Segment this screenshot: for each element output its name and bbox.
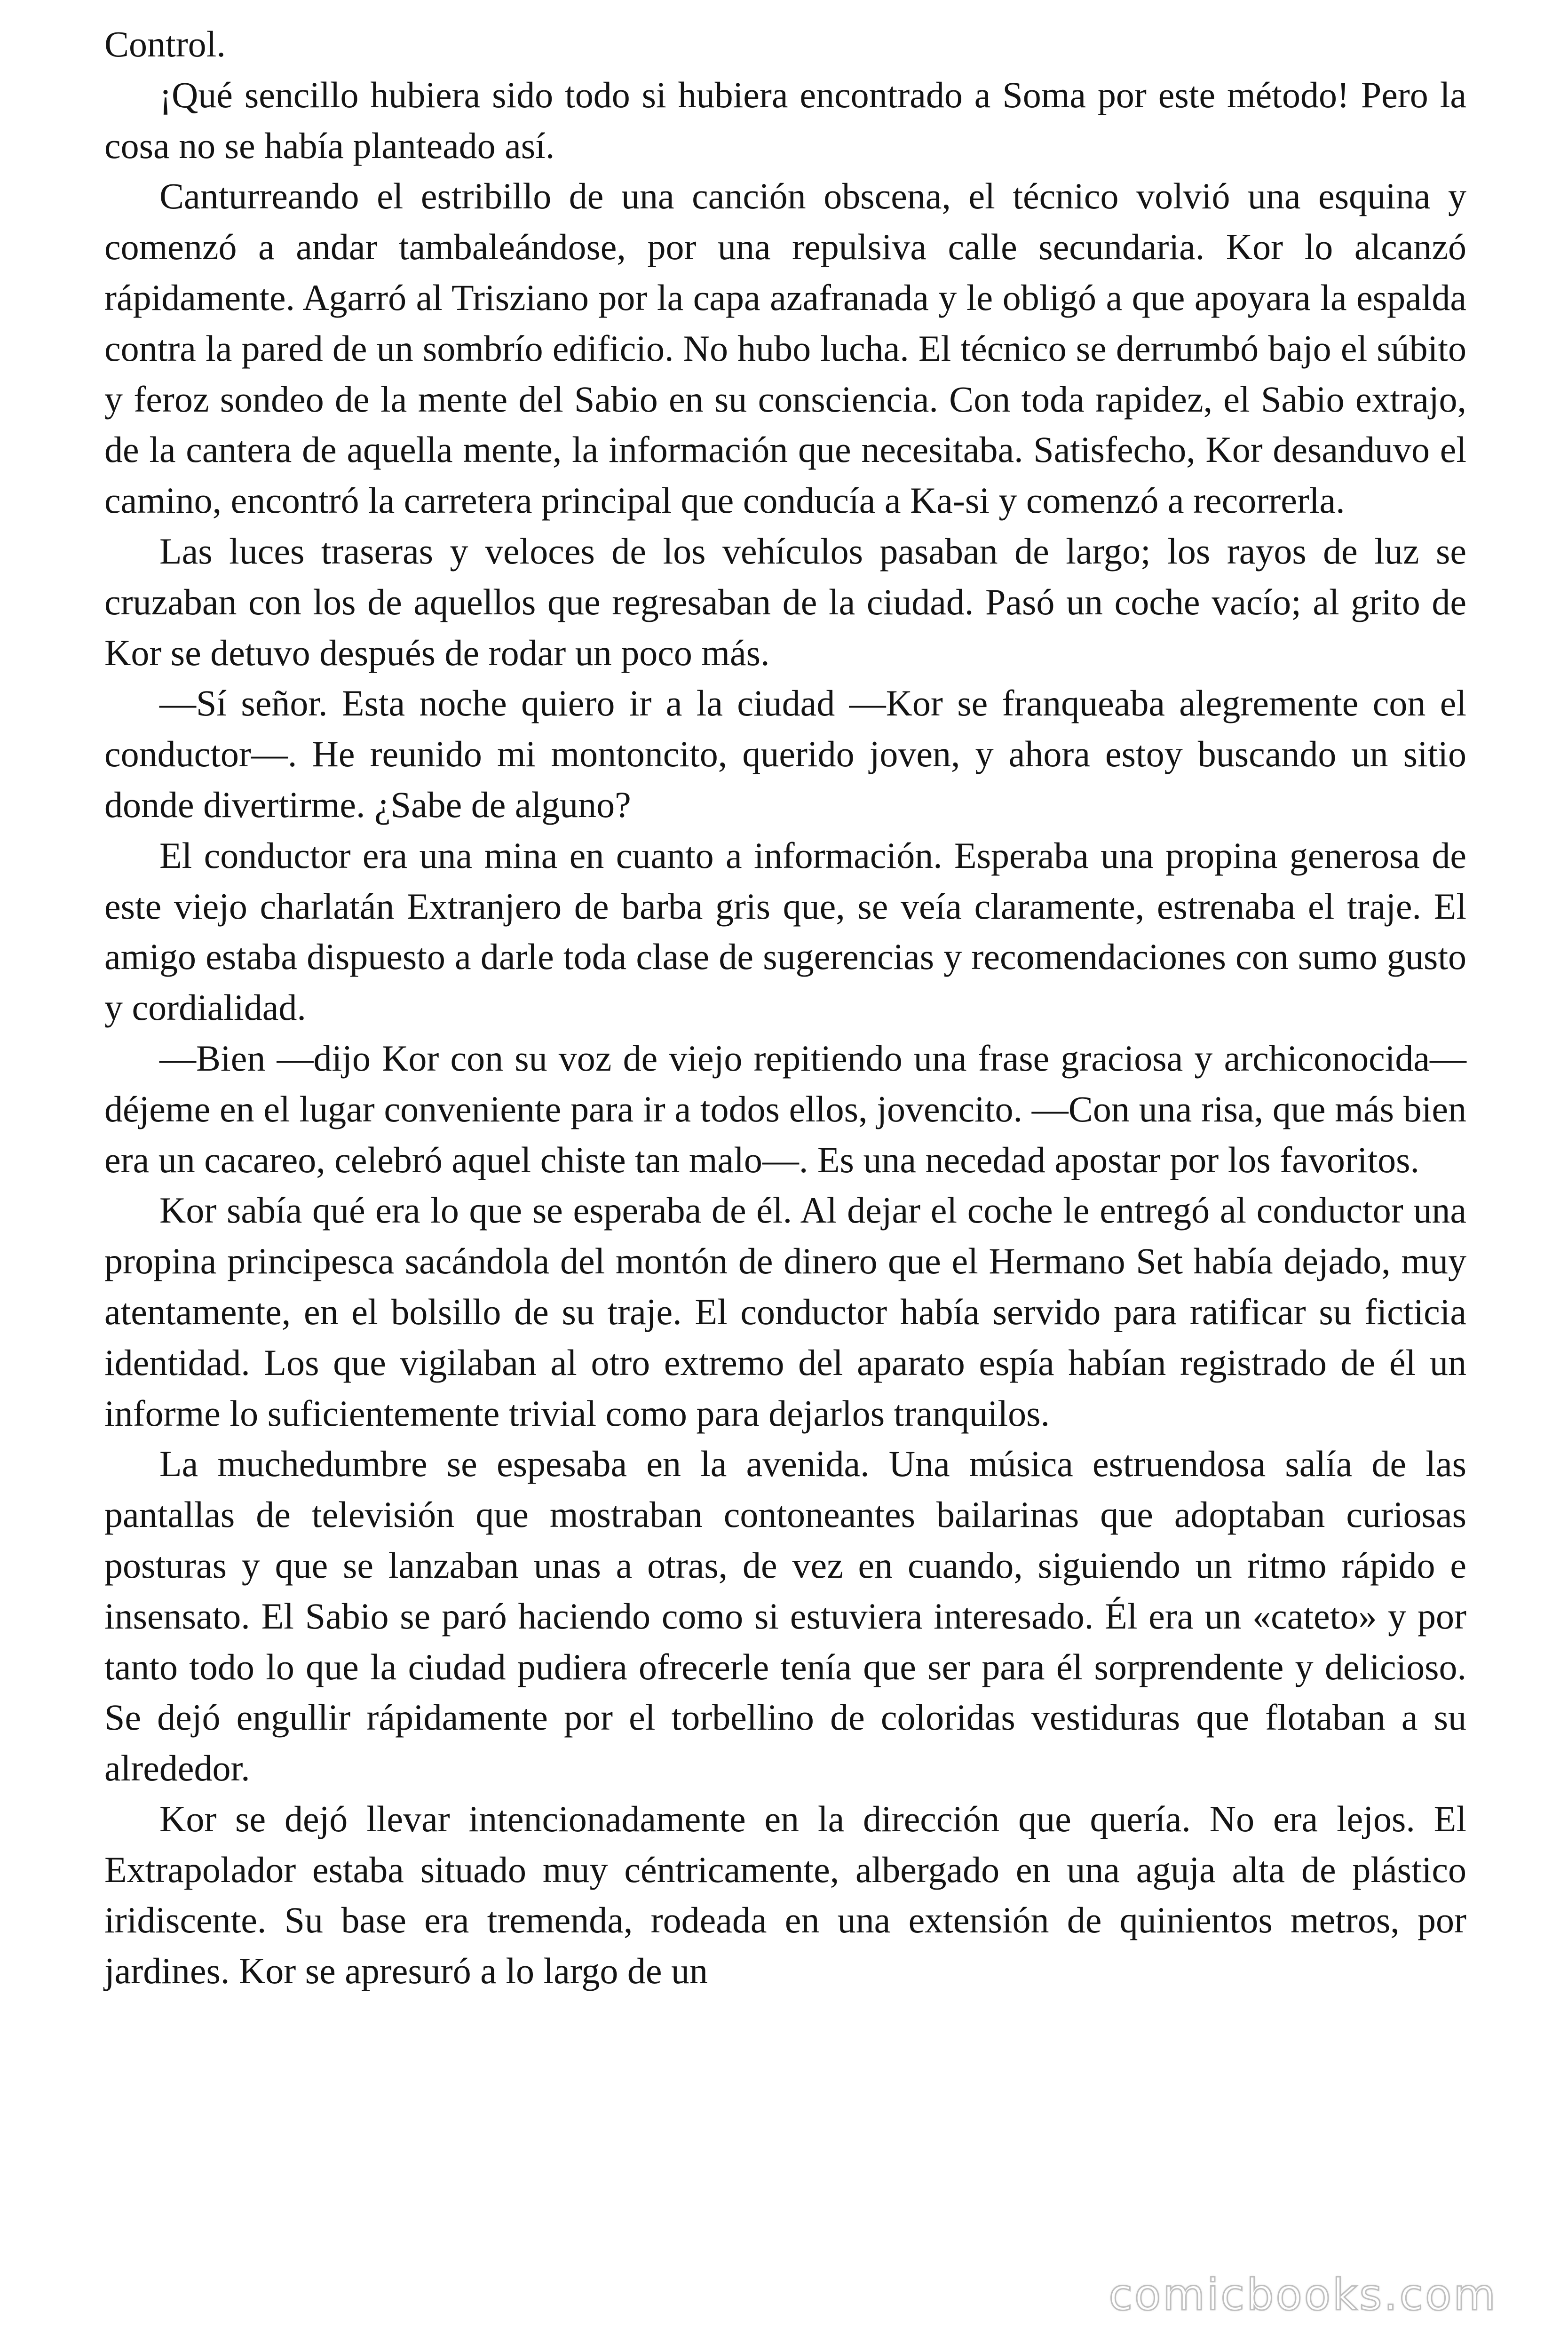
watermark: comicbooks.com [1109,2270,1497,2320]
paragraph: El conductor era una mina en cuanto a información. Esperaba una propina generosa de este viejo charlatán Extranjero de barba gris que, se veía claramente, estrenaba el traje. El amigo estaba dispuesto a darle toda clase de sugerencias y recomendaciones con sumo gusto y cordialidad. [104,834,1466,1028]
paragraph: Las luces traseras y veloces de los vehículos pasaban de largo; los rayos de luz se cruzaban con los de aquellos que regresaban de la ciudad. Pasó un coche vacío; al grito de Kor se detuvo después de rodar un poco más. [104,530,1466,673]
paragraph: Kor sabía qué era lo que se esperaba de él. Al dejar el coche le entregó al conductor una propina principesca sacándola del montón de dinero que el Hermano Set había dejado, muy atentamente, en el bolsillo de su traje. El conductor había servido para ratificar su ficticia identidad. Los que vigilaban al otro extremo del aparato espía habían registrado de él un informe lo suficientemente trivial como para dejarlos tranquilos. [104,1190,1466,1434]
paragraph: ¡Qué sencillo hubiera sido todo si hubiera encontrado a Soma por este método! Pero la cosa no se había planteado así. [104,74,1466,166]
paragraph: —Sí señor. Esta noche quiero ir a la ciudad —Kor se franqueaba alegremente con el conductor—. He reunido mi montoncito, querido joven, y ahora estoy buscando un sitio donde divertirme. ¿Sabe de alguno? [104,683,1466,825]
paragraph: —Bien —dijo Kor con su voz de viejo repitiendo una frase graciosa y archiconocida— déjeme en el lugar conveniente para ir a todos ellos, jovencito. —Con una risa, que más bien era un cacareo, celebró aquel chiste tan malo—. Es una necedad apostar por los favoritos. [104,1037,1466,1180]
paragraph: Canturreando el estribillo de una canción obscena, el técnico volvió una esquina y comenzó a andar tambaleándose, por una repulsiva calle secundaria. Kor lo alcanzó rápidamente. Agarró al Trisziano por la capa azafranada y le obligó a que apoyara la espalda contra la pared de un sombrío edificio. No hubo lucha. El técnico se derrumbó bajo el súbito y feroz sondeo de la mente del Sabio en su consciencia. Con toda rapidez, el Sabio extrajo, de la cantera de aquella mente, la información que necesitaba. Satisfecho, Kor desanduvo el camino, encontró la carretera principal que conducía a Ka-si y comenzó a recorrerla. [104,175,1466,521]
paragraph: Kor se dejó llevar intencionadamente en la dirección que quería. No era lejos. El Extrapolador estaba situado muy céntricamente, albergado en una aguja alta de plástico iridiscente. Su base era tremenda, rodeada en una extensión de quinientos metros, por jardines. Kor se apresuró a lo largo de un [104,1798,1466,1992]
paragraph: Control. [104,24,226,64]
paragraph: La muchedumbre se espesaba en la avenida. Una música estruendosa salía de las pantallas de televisión que mostraban contoneantes bailarinas que adoptaban curiosas posturas y que se lanzaban unas a otras, de vez en cuando, siguiendo un ritmo rápido e insensato. El Sabio se paró haciendo como si estuviera interesado. Él era un «cateto» y por tanto todo lo que la ciudad pudiera ofrecerle tenía que ser para él sorprendente y delicioso. Se dejó engullir rápidamente por el torbellino de coloridas vestiduras que flotaban a su alrededor. [104,1443,1466,1789]
document-page [104,19,1466,1996]
